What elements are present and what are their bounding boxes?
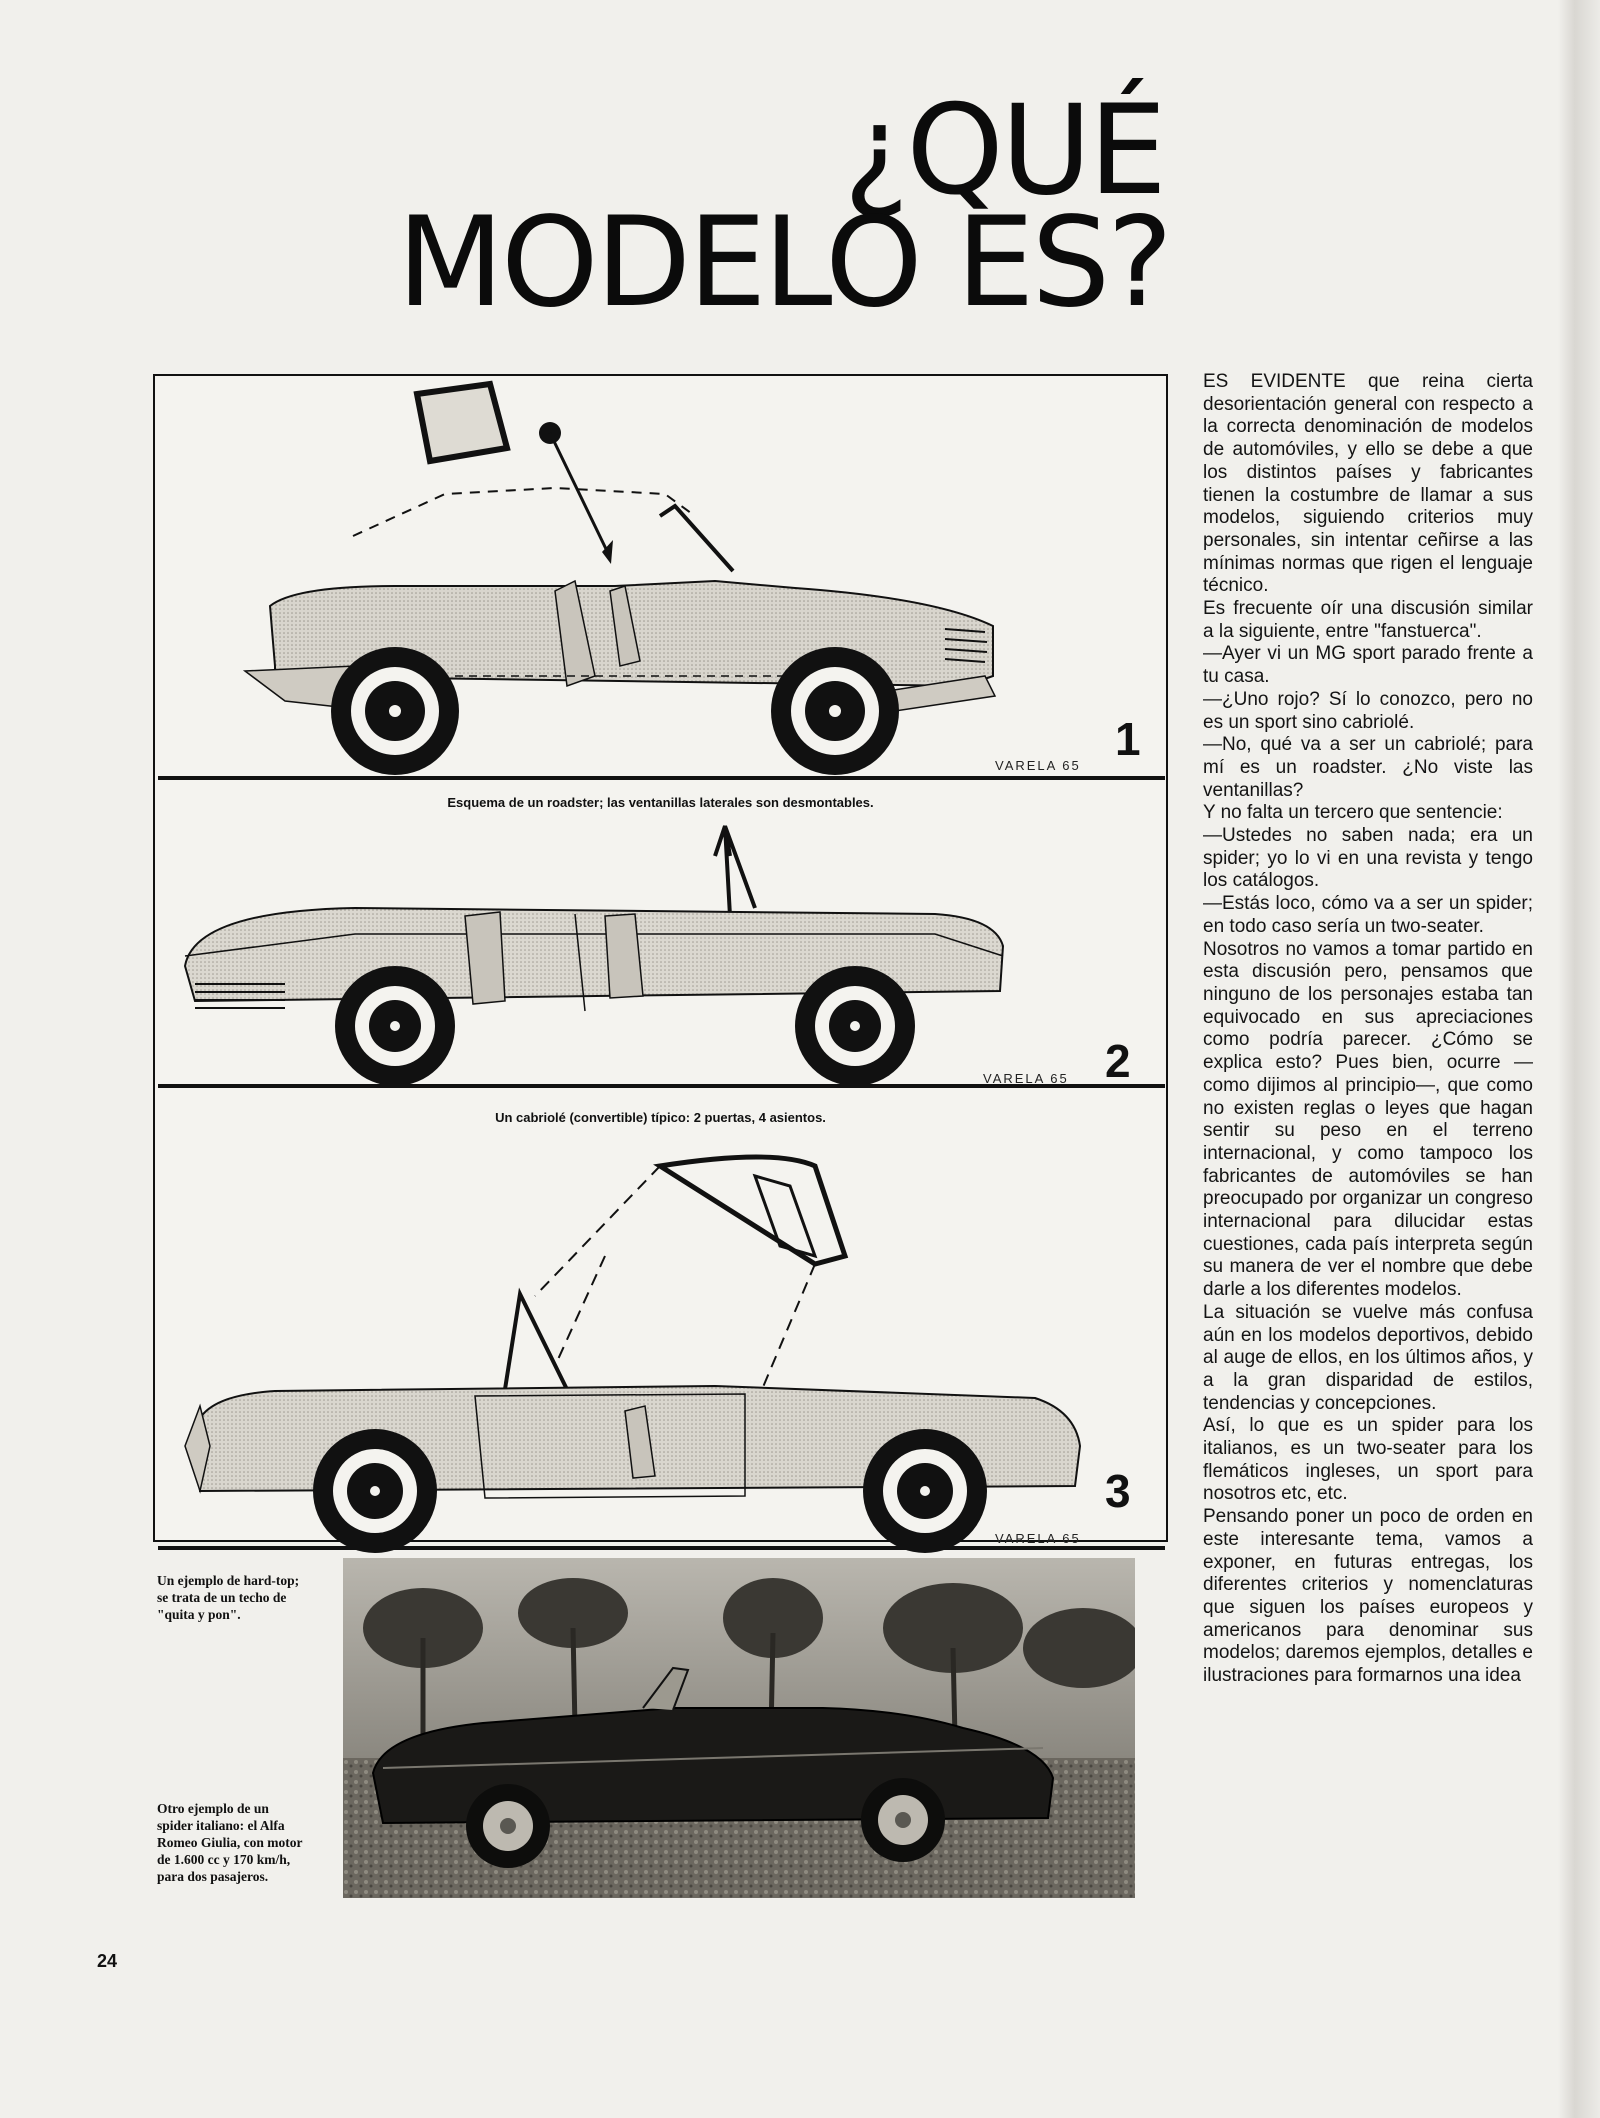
roadster-drawing [155,376,1170,816]
title-line-1: ¿QUÉ [843,79,1164,223]
figure-number-1: 1 [1115,713,1141,765]
body-paragraph: Es frecuente oír una discusión similar a la siguiente, entre "fanstuerca". [1203,598,1533,642]
artist-signature-1: VARELA 65 [995,758,1081,773]
figure-caption-1: Esquema de un roadster; las ventanillas laterales son desmontables. [447,795,874,810]
page-edge-shadow [1558,0,1600,2118]
figure-1-roadster [155,376,1166,816]
body-paragraph: La situación se vuelve más confusa aún en los modelos deportivos, debido al auge de ellos, en los últimos años, y a la gran disparidad de estilos, tendencias y concepciones. [1203,1301,1533,1414]
figure-number-3: 3 [1105,1465,1131,1517]
body-paragraph: —No, qué va a ser un cabriolé; para mí es un roadster. ¿No viste las ventanillas? [1203,734,1533,801]
body-paragraph: ES EVIDENTE que reina cierta desorientación general con respecto a la correcta denominación de modelos de automóviles, y ello se debe a que los distintos países y fabricantes tienen la costumbre de llamar a sus modelos, siguiendo criterios muy personales, sin intentar ceñirse a las mínimas normas que rigen el lenguaje técnico. [1203,371,1533,597]
body-paragraph: —Ustedes no saben nada; era un spider; yo lo vi en una revista y tengo los catálogos. [1203,825,1533,892]
body-paragraph: —Ayer vi un MG sport parado frente a tu casa. [1203,643,1533,688]
hardtop-drawing [155,1146,1170,1556]
illustration-frame [153,374,1168,1884]
body-paragraph: —¿Uno rojo? Sí lo conozco, pero no es un sport sino cabriolé. [1203,688,1533,733]
alfa-romeo-giulia-photo [343,1558,1135,1898]
article-body [1203,371,1533,2026]
artist-signature-3: VARELA 65 [995,1531,1081,1546]
page-number: 24 [97,1951,118,1971]
article-title [397,79,1170,335]
body-paragraph: Y no falta un tercero que sentencie: [1203,802,1503,824]
figure-number-2: 2 [1105,1035,1131,1087]
title-line-2: MODELO ES? [397,191,1170,335]
cabriolet-drawing [155,816,1170,1146]
body-paragraph: Así, lo que es un spider para los italianos, es un two-seater para los flemáticos ingleses, un sport para nosotros etc, etc. [1203,1415,1533,1505]
spider-photo-image [343,1558,1135,1898]
figure-caption-2: Un cabriolé (convertible) típico: 2 puertas, 4 asientos. [495,1110,826,1125]
artist-signature-2: VARELA 65 [983,1071,1069,1086]
hardtop-caption: Un ejemplo de hard-top; se trata de un techo de "quita y pon". [157,1573,300,1622]
figure-2-cabriolet [155,816,1166,1146]
photo-caption: Otro ejemplo de un spider italiano: el Alfa Romeo Giulia, con motor de 1.600 cc y 170 km/h, para dos pasajeros. [157,1801,303,1884]
body-paragraph: Nosotros no vamos a tomar partido en esta discusión pero, pensamos que ninguno de los personajes estaba tan equivocado en sus apreciaciones como podría parecer. ¿Cómo se explica esto? Pues bien, ocurre —como dijimos al principio—, que como no existen reglas o leyes que hagan sentir su peso en el terreno internacional, y como tampoco los fabricantes de automóviles se han preocupado por organizar un congreso internacional para dilucidar estas cuestiones, cada país interpreta según su manera de ver el nombre que debe darle a los diferentes modelos. [1203,938,1533,1301]
figure-3-hardtop [155,1146,1166,1556]
body-paragraph: —Estás loco, cómo va a ser un spider; en todo caso sería un two-seater. [1203,893,1533,937]
body-paragraph: Pensando poner un poco de orden en este interesante tema, vamos a exponer, en futuras entregas, los diferentes criterios y nomenclaturas que siguen los países europeos y americanos para denominar sus modelos; daremos ejemplos, detalles e ilustraciones para formarnos una idea [1203,1506,1533,1687]
